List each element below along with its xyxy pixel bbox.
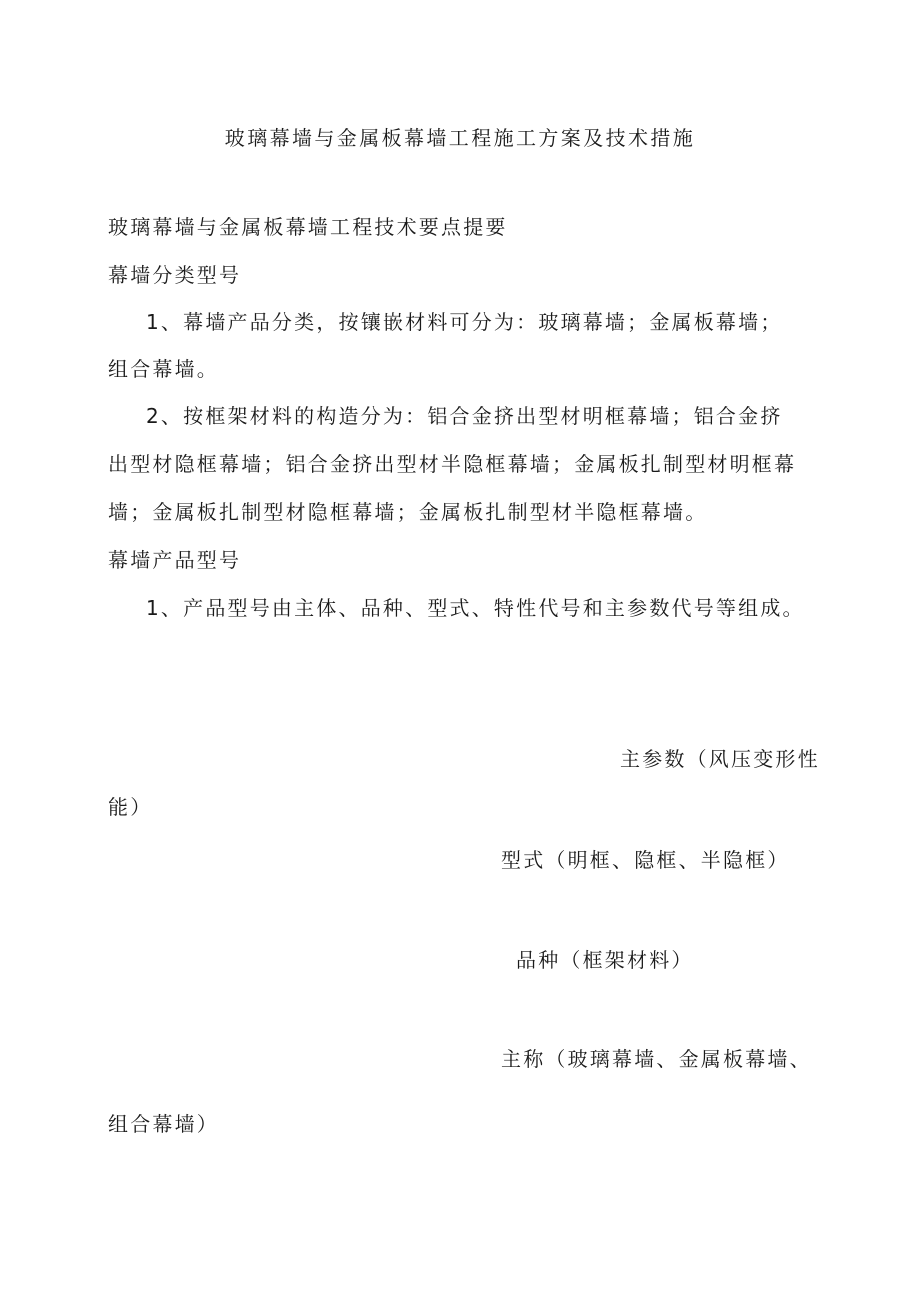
paragraph-item-2-line-2: 出型材隐框幕墙；铝合金挤出型材半隐框幕墙；金属板扎制型材明框幕 <box>108 452 797 476</box>
document-title: 玻璃幕墙与金属板幕墙工程施工方案及技术措施 <box>224 126 696 150</box>
section-heading-model: 幕墙产品型号 <box>108 548 242 572</box>
diagram-label-name-line-2: 组合幕墙） <box>108 1112 219 1136</box>
main-heading: 玻璃幕墙与金属板幕墙工程技术要点提要 <box>108 215 508 239</box>
paragraph-item-2-line-3: 墙；金属板扎制型材隐框幕墙；金属板扎制型材半隐框幕墙。 <box>108 500 708 524</box>
diagram-label-name-line-1: 主称（玻璃幕墙、金属板幕墙、 <box>501 1047 812 1071</box>
paragraph-item-2-line-1: 2、按框架材料的构造分为：铝合金挤出型材明框幕墙；铝合金挤 <box>146 404 783 428</box>
section-heading-classification: 幕墙分类型号 <box>108 263 242 287</box>
paragraph-item-1-line-1: 1、幕墙产品分类，按镶嵌材料可分为：玻璃幕墙；金属板幕墙； <box>146 310 783 334</box>
diagram-label-main-parameter-line-1: 主参数（风压变形性 <box>620 747 820 771</box>
paragraph-model-item-1: 1、产品型号由主体、品种、型式、特性代号和主参数代号等组成。 <box>146 596 805 620</box>
diagram-label-main-parameter-line-2: 能） <box>108 795 153 819</box>
paragraph-item-1-line-2: 组合幕墙。 <box>108 357 219 381</box>
diagram-label-type: 型式（明框、隐框、半隐框） <box>501 848 790 872</box>
diagram-label-variety: 品种（框架材料） <box>516 948 694 972</box>
